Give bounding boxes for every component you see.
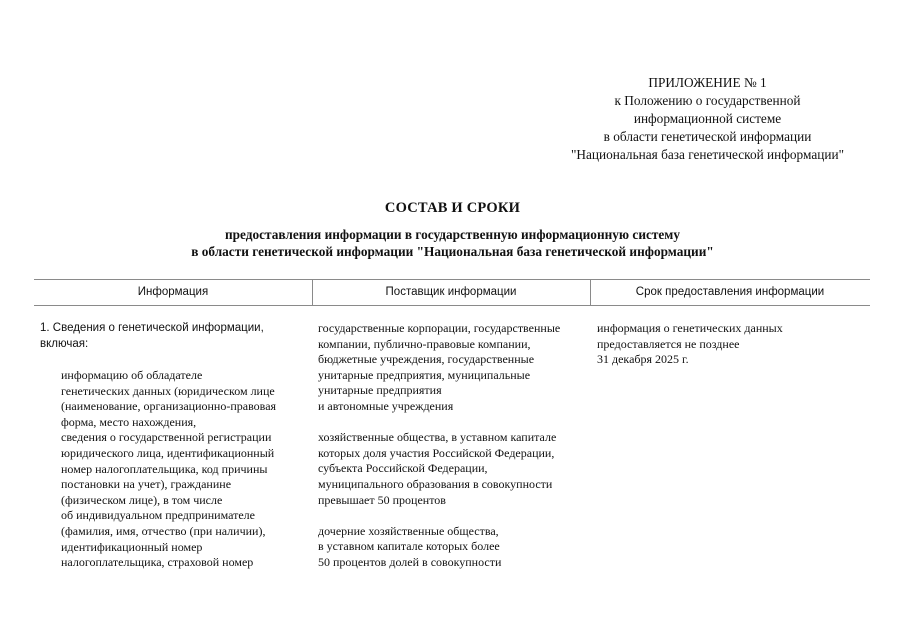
text-line: муниципального образования в совокупности [318,476,553,491]
text-line: превышает 50 процентов [318,492,446,507]
text-line: постановки на учет), гражданине [61,477,232,492]
text-line: унитарные предприятия [318,383,442,398]
subtitle-line-1: предоставления информации в государственную информационную систему [224,227,681,242]
item-line: включая: [40,337,89,350]
text-line: в уставном капитале которых более [318,539,500,554]
subtitle-line-2: в области генетической информации "Национальная база генетической информации" [191,244,714,259]
text-line: хозяйственные общества, в уставном капитале [318,430,557,445]
item-line: 1. Сведения о генетической информации, [40,322,264,334]
text-line: об индивидуальном предпринимателе [61,508,255,523]
appendix-line: в области генетической информации [603,129,812,144]
text-line: компании, публично-правовые компании, [318,336,531,351]
deadline-cell [597,321,783,368]
table-header-rule [34,305,870,306]
appendix-line: к Положению о государственной [614,93,801,108]
text-line: субъекта Российской Федерации, [318,461,488,476]
header-deadline: Срок предоставления информации [635,286,825,298]
table-top-rule [34,279,870,280]
information-subitem [61,368,276,571]
text-line: номер налогоплательщика, код причины [61,461,268,476]
appendix-line: ПРИЛОЖЕНИЕ № 1 [648,75,767,90]
text-line: юридического лица, идентификационный [61,445,275,460]
text-line: сведения о государственной регистрации [61,430,272,445]
text-line: унитарные предприятия, муниципальные [318,367,531,382]
text-line: (физическом лице), в том числе [61,492,223,507]
text-line: (фамилия, имя, отчество (при наличии), [61,523,266,538]
text-line: генетических данных (юридическом лице [61,383,275,398]
text-line: и автономные учреждения [318,398,454,413]
supplier-cell [318,321,560,571]
header-information: Информация [137,286,209,298]
text-line: 31 декабря 2025 г. [597,352,689,367]
appendix-line: "Национальная база генетической информации" [570,147,844,162]
text-line: (наименование, организационно-правовая [61,399,277,414]
document-title: СОСТАВ И СРОКИ [384,200,521,216]
text-line: форма, место нахождения, [61,414,197,429]
text-line: идентификационный номер [61,539,203,554]
document-subtitle [0,226,905,260]
text-line: 50 процентов долей в совокупности [318,554,502,569]
text-line: предоставляется не позднее [597,336,740,351]
text-line: государственные корпорации, государственные [318,321,561,335]
information-cell [40,321,264,352]
text-line: информацию об обладателе [61,368,203,382]
appendix-header [540,74,875,164]
header-supplier: Поставщик информации [385,286,517,298]
text-line: налогоплательщика, страховой номер [61,555,254,570]
text-line: бюджетные учреждения, государственные [318,352,535,367]
appendix-line: информационной системе [633,111,782,126]
text-line: которых доля участия Российской Федерации, [318,445,555,460]
text-line: дочерние хозяйственные общества, [318,523,499,538]
text-line: информация о генетических данных [597,321,783,335]
